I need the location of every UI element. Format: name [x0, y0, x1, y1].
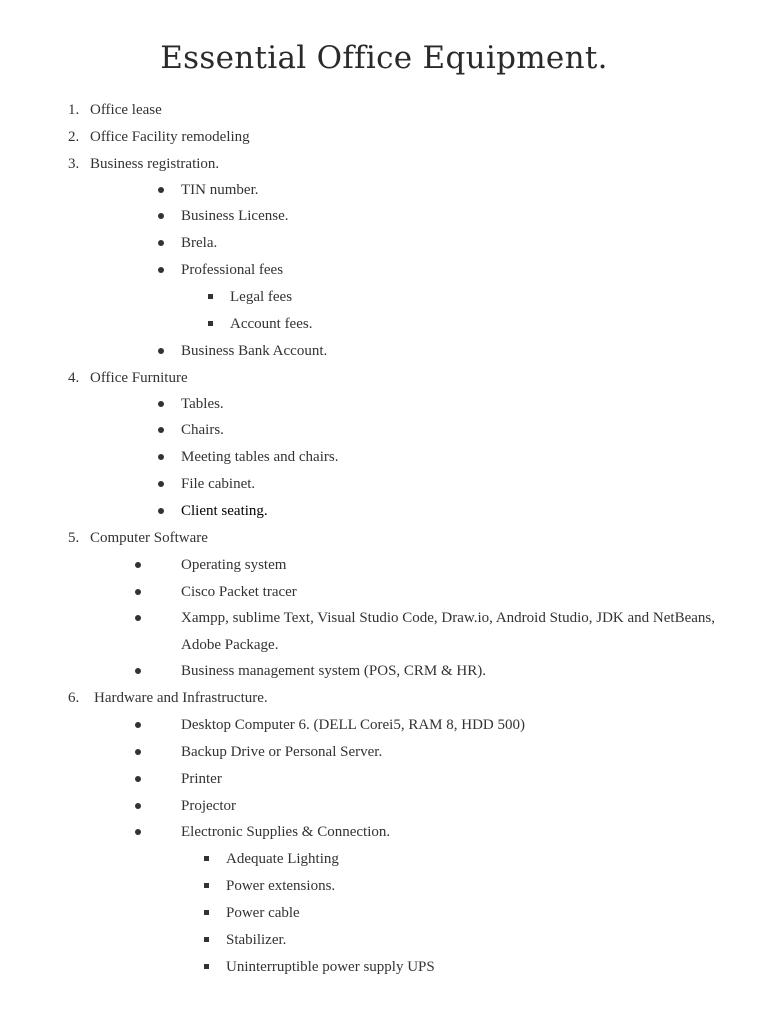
sub-list-item: Operating system — [181, 557, 287, 573]
bullet-icon — [158, 481, 164, 487]
sub-list-item: Electronic Supplies & Connection. — [181, 824, 391, 840]
sub-sub-list-item: Legal fees — [230, 289, 293, 305]
square-bullet-icon — [204, 856, 209, 861]
bullet-icon — [158, 213, 164, 219]
list-number: 3. — [68, 156, 80, 172]
square-bullet-icon — [204, 937, 209, 942]
sub-sub-list-item: Adequate Lighting — [226, 851, 339, 867]
square-bullet-icon — [204, 910, 209, 915]
sub-list-item: Chairs. — [181, 422, 224, 438]
sub-list-item: Xampp, sublime Text, Visual Studio Code, Draw.io, Android Studio, JDK and NetBeans, — [181, 610, 715, 626]
bullet-icon — [158, 401, 164, 407]
square-bullet-icon — [208, 294, 213, 299]
bullet-icon — [135, 615, 141, 621]
sub-list-item: Professional fees — [181, 262, 284, 278]
bullet-icon — [135, 668, 141, 674]
bullet-icon — [135, 803, 141, 809]
sub-list-item: Brela. — [181, 235, 218, 251]
bullet-icon — [135, 749, 141, 755]
bullet-icon — [158, 240, 164, 246]
sub-list-item: Business management system (POS, CRM & HR). — [181, 663, 487, 679]
sub-sub-list-item: Power extensions. — [226, 878, 336, 894]
sub-list-item: Client seating. — [181, 503, 268, 519]
list-number: 1. — [68, 102, 80, 118]
sub-list-item: Meeting tables and chairs. — [181, 449, 339, 465]
sub-list-item: File cabinet. — [181, 476, 256, 492]
bullet-icon — [135, 829, 141, 835]
sub-list-item: TIN number. — [181, 182, 259, 198]
sub-list-item: Projector — [181, 798, 236, 814]
list-item: Office lease — [90, 102, 162, 118]
sub-sub-list-item: Power cable — [226, 905, 300, 921]
bullet-icon — [135, 562, 141, 568]
square-bullet-icon — [208, 321, 213, 326]
list-number: 6. — [68, 690, 80, 706]
sub-list-item-continuation: Adobe Package. — [181, 637, 279, 653]
sub-sub-list-item: Uninterruptible power supply UPS — [226, 959, 435, 975]
document-title: Essential Office Equipment. — [160, 40, 608, 76]
bullet-icon — [158, 267, 164, 273]
bullet-icon — [135, 589, 141, 595]
list-item: Office Facility remodeling — [90, 129, 250, 145]
sub-list-item: Desktop Computer 6. (DELL Corei5, RAM 8, HDD 500) — [181, 717, 525, 733]
sub-list-item: Tables. — [181, 396, 224, 412]
square-bullet-icon — [204, 964, 209, 969]
sub-list-item: Business Bank Account. — [181, 343, 328, 359]
bullet-icon — [135, 722, 141, 728]
bullet-icon — [158, 427, 164, 433]
list-number: 2. — [68, 129, 80, 145]
sub-sub-list-item: Account fees. — [230, 316, 313, 332]
square-bullet-icon — [204, 883, 209, 888]
list-item: Hardware and Infrastructure. — [94, 690, 268, 706]
list-number: 4. — [68, 370, 80, 386]
list-number: 5. — [68, 530, 80, 546]
bullet-icon — [158, 508, 164, 514]
list-item: Computer Software — [90, 530, 208, 546]
bullet-icon — [135, 776, 141, 782]
sub-list-item: Backup Drive or Personal Server. — [181, 744, 383, 760]
sub-list-item: Cisco Packet tracer — [181, 584, 297, 600]
bullet-icon — [158, 348, 164, 354]
sub-list-item: Printer — [181, 771, 222, 787]
bullet-icon — [158, 454, 164, 460]
sub-list-item: Business License. — [181, 208, 289, 224]
sub-sub-list-item: Stabilizer. — [226, 932, 287, 948]
list-item: Office Furniture — [90, 370, 188, 386]
bullet-icon — [158, 187, 164, 193]
list-item: Business registration. — [90, 156, 220, 172]
